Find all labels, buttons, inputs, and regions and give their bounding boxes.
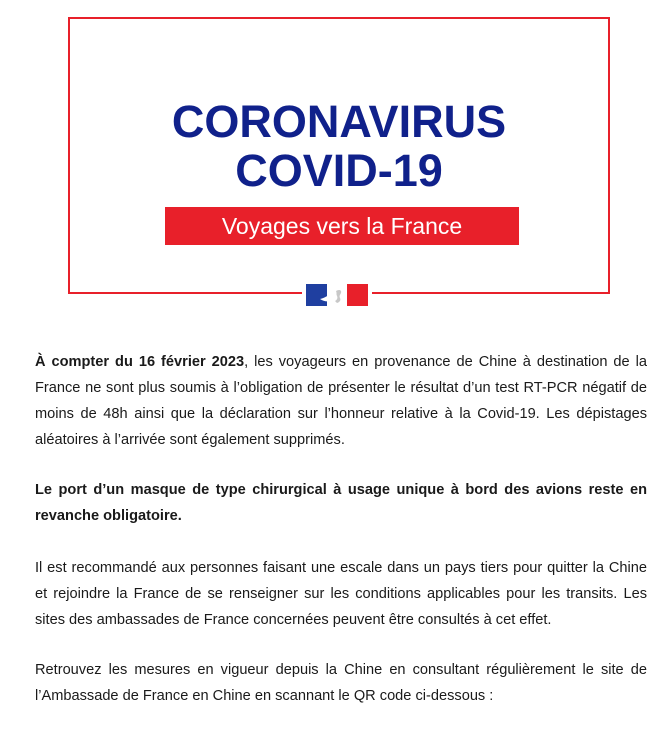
marianne-flag-icon: [302, 284, 372, 306]
article-body: [35, 349, 647, 733]
banner-title-line2: COVID-19: [235, 145, 443, 196]
banner-subtitle: Voyages vers la France: [165, 207, 519, 245]
paragraph-3-transit: Il est recommandé aux personnes faisant une escale dans un pays tiers pour quitter la Chine et rejoindre la France de se renseigner sur les conditions applicables pour les transits. Les sites des ambassades de France concernées peuvent être consultés à cet effet.: [35, 560, 647, 628]
paragraph-1-date: À compter du 16 février 2023: [35, 354, 245, 370]
covid-banner: [68, 17, 610, 294]
paragraph-2-mask: Le port d’un masque de type chirurgical à usage unique à bord des avions reste en revanche obligatoire.: [35, 482, 647, 524]
banner-title-line1: CORONAVIRUS: [171, 96, 507, 147]
paragraph-1-text: , les voyageurs en provenance de Chine à destination de la France ne sont plus soumis à l’obligation de présenter le résultat d’un test RT-PCR négatif de moins de 48h ainsi que la déclaration sur l’honneur relative à la Covid-19. Les dépistages aléatoires à l’arrivée sont également supprimés.: [35, 354, 647, 448]
paragraph-4-qr: Retrouvez les mesures en vigueur depuis la Chine en consultant régulièrement le site de l’Ambassade de France en Chine en scannant le QR code ci-dessous :: [35, 662, 647, 704]
paragraph-1: [35, 349, 647, 453]
